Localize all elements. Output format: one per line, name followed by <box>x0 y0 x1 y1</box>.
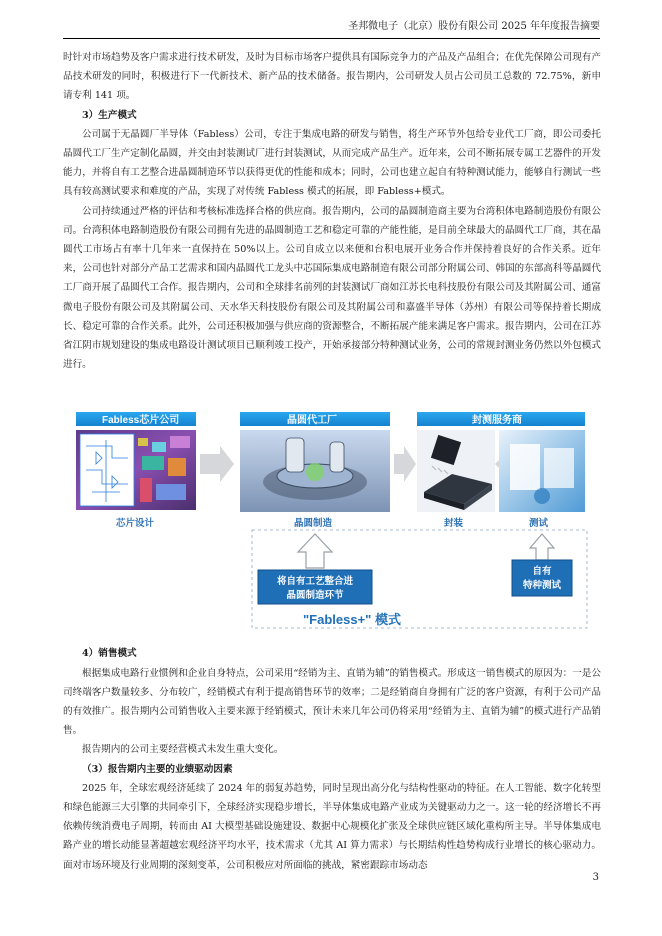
own-process-line1: 将自有工艺整合进 <box>276 576 354 588</box>
paragraph-sales: 根据集成电路行业惯例和企业自身特点，公司采用“经销为主、直销为辅”的销售模式。形成这一销售模式的原因为：一是公司终端客户数量较多、分布较广，经销模式有利于提高销售环节的效率；二是经销商自身拥有广泛的客户资源，有利于公司产品的有效推广。报告期内公司销售收入主要来源于经销模式，预计未来几年公司仍将采用“经销为主、直销为辅”的模式进行产品销售。 <box>63 667 601 737</box>
paragraph-fabless: 公司属于无晶圆厂半导体（Fabless）公司，专注于集成电路的研发与销售，将生产环节外包给专业代工厂商，即公司委托晶圆代工厂生产定制化晶圆，并交由封装测试厂进行封装测试，从而完成产品生产。近年来，公司不断拓展专属工艺器件的开发能力，并将自有工艺整合进晶圆制造环节以获得更优的性能和成本；同时，公司也建立起自有特种测试能力，能够自行测试一些具有较高测试要求和难度的产品，实现了对传统 Fabless 模式的拓展，即 Fabless+模式。 <box>63 128 601 198</box>
arrow-pack-to-test <box>495 460 499 468</box>
own-test-line2: 特种测试 <box>522 580 562 592</box>
wafer-fab-image <box>240 430 390 512</box>
arrow-design-to-fab <box>200 446 234 482</box>
own-test-line1: 自有 <box>532 566 552 578</box>
fabless-plus-diagram <box>72 392 592 632</box>
heading-sales-model: 4）销售模式 <box>82 648 137 660</box>
packaging-image <box>417 430 495 512</box>
foundry-label: 晶圆代工厂 <box>287 415 337 427</box>
page-number: 3 <box>592 872 599 883</box>
page-header: 圣邦微电子（北京）股份有限公司 2025 年年度报告摘要 <box>63 14 600 39</box>
fabless-company-label: Fabless芯片公司 <box>102 415 180 427</box>
own-process-line2: 晶圆制造环节 <box>286 590 344 602</box>
fabless-plus-svg <box>72 392 592 632</box>
heading-drivers: （3）报告期内主要的业绩驱动因素 <box>82 763 233 775</box>
chip-design-image <box>76 430 196 510</box>
osat-label: 封测服务商 <box>472 415 522 427</box>
packaging-label: 封装 <box>444 518 464 530</box>
testing-label: 测试 <box>529 518 549 530</box>
arrow-fab-to-osat <box>394 446 416 482</box>
paragraph-rd: 时针对市场趋势及客户需求进行技术研发，及时为目标市场客户提供具有国际竞争力的产品及产品组合；在优先保障公司现有产品技术研发的同时，积极进行下一代新技术、新产品的技术储备。报告期内，公司研发人员占公司员工总数的 72.75%，新申请专利 141 项。 <box>63 52 601 102</box>
chip-design-label: 芯片设计 <box>116 518 155 530</box>
testing-image <box>499 430 585 512</box>
up-arrow-fab <box>298 534 332 568</box>
paragraph-no-change: 报告期内的公司主要经营模式未发生重大变化。 <box>82 744 284 756</box>
wafer-fab-label: 晶圆制造 <box>294 518 333 530</box>
up-arrow-test <box>530 534 554 560</box>
fabless-plus-model-label: "Fabless+" 模式 <box>303 612 401 628</box>
paragraph-drivers: 2025 年，全球宏观经济延续了 2024 年的弱复苏趋势，同时呈现出高分化与结构性驱动的特征。在人工智能、数字化转型和绿色能源三大引擎的共同牵引下，全球经济实现稳步增长，半导体集成电路产业成为关键驱动力之一。这一轮的经济增长不再依赖传统消费电子周期，转而由 AI 大模型基础设施建设、数据中心规模化扩张及全球供应链区域化重构所主导。半导体集成电路产业的增长动能显著超越宏观经济平均水平，技术需求（尤其 AI 算力需求）与长期结构性趋势构成行业增长的核心驱动力。面对市场环境及行业周期的深刻变革，公司积极应对所面临的挑战，紧密跟踪市场动态 <box>63 782 601 871</box>
content <box>63 48 601 875</box>
heading-production-model: 3）生产模式 <box>82 109 137 121</box>
paragraph-suppliers: 公司持续通过严格的评估和考核标准选择合格的供应商。报告期内，公司的晶圆制造商主要为台湾积体电路制造股份有限公司。台湾积体电路制造股份有限公司拥有先进的晶圆制造工艺和稳定可靠的产能性能，是目前全球最大的晶圆代工厂商，其在晶圆代工市场占有率十几年来一直保持在 50%以上。公司自成立以来便和台积电展开业务合作并保持着良好的合作关系。近年来，公司也针对部分产品工艺需求和国内晶圆代工龙头中芯国际集成电路制造有限公司部分附属公司、韩国的东部高科等晶圆代工厂商开展了晶圆代工合作。报告期内，公司和全球排名前列的封装测试厂商如江苏长电科技股份有限公司及其附属公司、通富微电子股份有限公司及其附属公司、天水华天科技股份有限公司及其附属公司和嘉盛半导体（苏州）有限公司等保持着长期成长、稳定可靠的合作关系。此外，公司还积极加强与供应商的资源整合，不断拓展产能来满足客户需求。报告期内，公司在江苏省江阴市规划建设的集成电路设计测试项目已顺利竣工投产，开始承接部分特种测试业务，公司的常规封测业务仍然以外包模式进行。 <box>63 205 601 371</box>
